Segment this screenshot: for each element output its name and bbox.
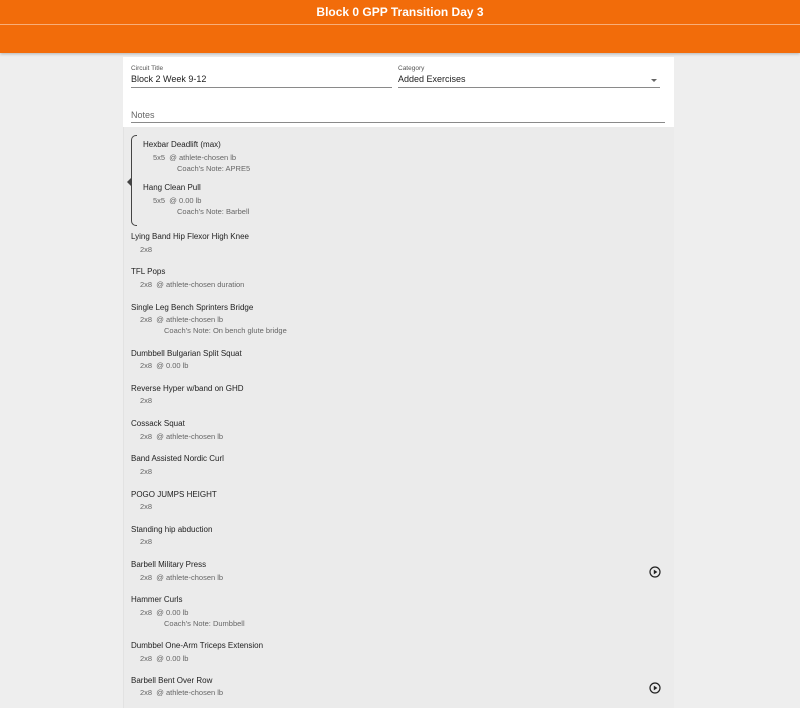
exercise-sets — [140, 502, 152, 511]
exercise-name[interactable]: Reverse Hyper w/band on GHD — [131, 384, 244, 393]
exercise-name[interactable]: Band Assisted Nordic Curl — [131, 454, 224, 463]
exercise-sets — [140, 432, 223, 441]
exercise-sets-reps: 2x8 — [140, 573, 153, 582]
chevron-down-icon[interactable] — [651, 79, 657, 82]
circuit-title-input[interactable]: Block 2 Week 9-12 — [131, 74, 207, 84]
coach-note: Coach's Note: On bench glute bridge — [164, 326, 287, 335]
exercise-name[interactable]: Dumbbel One-Arm Triceps Extension — [131, 641, 264, 650]
coach-note: Coach's Note: Barbell — [177, 207, 250, 216]
exercise-sets — [140, 608, 188, 617]
exercise-load: @ 0.00 lb — [156, 608, 189, 617]
coach-note: Coach's Note: APRE5 — [177, 164, 251, 173]
exercise-load: @ athlete-chosen lb — [169, 153, 237, 162]
exercise-sets-reps: 2x8 — [140, 280, 153, 289]
circuit-title-label: Circuit Title — [131, 65, 164, 72]
exercise-load: @ athlete-chosen lb — [156, 315, 224, 324]
exercise-sets — [140, 396, 152, 405]
exercise-name[interactable]: Standing hip abduction — [131, 525, 213, 534]
exercise-sets-reps: 5x5 — [153, 153, 166, 162]
exercise-load: @ athlete-chosen lb — [156, 432, 224, 441]
exercise-name[interactable]: Hammer Curls — [131, 595, 183, 604]
exercise-sets — [140, 245, 152, 254]
exercise-sets — [140, 688, 223, 697]
exercise-sets-reps: 2x8 — [140, 432, 153, 441]
app-bar-divider — [0, 24, 800, 25]
notes-underline — [131, 122, 665, 123]
exercise-name[interactable]: Single Leg Bench Sprinters Bridge — [131, 303, 254, 312]
exercise-name[interactable]: Barbell Military Press — [131, 560, 207, 569]
exercise-sets — [140, 315, 223, 324]
circuit-form — [123, 57, 674, 127]
exercise-load: @ athlete-chosen lb — [156, 573, 224, 582]
exercise-sets-reps: 2x8 — [140, 467, 153, 476]
exercise-name[interactable]: TFL Pops — [131, 267, 166, 276]
exercise-name[interactable]: Cossack Squat — [131, 419, 185, 428]
exercise-sets — [140, 467, 152, 476]
exercise-sets — [153, 196, 201, 205]
circuit-title-underline — [131, 87, 392, 88]
page-title: Block 0 GPP Transition Day 3 — [316, 5, 484, 19]
notes-input[interactable]: Notes — [131, 110, 155, 120]
exercise-load: @ 0.00 lb — [156, 654, 189, 663]
superset-bracket — [131, 135, 137, 226]
exercise-sets-reps: 2x8 — [140, 502, 153, 511]
app-bar — [0, 0, 800, 53]
exercise-name[interactable]: Dumbbell Bulgarian Split Squat — [131, 349, 242, 358]
exercise-sets-reps: 2x8 — [140, 361, 153, 370]
exercise-load: @ athlete-chosen duration — [156, 280, 245, 289]
category-underline — [398, 87, 660, 88]
play-circle-icon[interactable] — [649, 682, 661, 694]
exercise-name[interactable]: Lying Band Hip Flexor High Knee — [131, 232, 249, 241]
coach-note: Coach's Note: Dumbbell — [164, 619, 245, 628]
exercise-sets — [140, 537, 152, 546]
exercise-load: @ 0.00 lb — [156, 361, 189, 370]
exercise-sets-reps: 2x8 — [140, 654, 153, 663]
exercise-load: @ 0.00 lb — [169, 196, 202, 205]
exercise-sets — [140, 361, 188, 370]
exercise-name[interactable]: Hexbar Deadlift (max) — [143, 140, 221, 149]
exercise-name[interactable]: Barbell Bent Over Row — [131, 676, 213, 685]
exercise-sets-reps: 2x8 — [140, 688, 153, 697]
exercise-sets-reps: 5x5 — [153, 196, 166, 205]
exercise-sets — [140, 573, 223, 582]
superset-bracket-notch — [127, 178, 131, 186]
exercise-sets — [140, 280, 244, 289]
play-circle-icon[interactable] — [649, 566, 661, 578]
exercise-name[interactable]: Hang Clean Pull — [143, 183, 201, 192]
exercise-sets — [153, 153, 236, 162]
exercise-sets-reps: 2x8 — [140, 608, 153, 617]
category-label: Category — [398, 65, 425, 72]
exercise-load: @ athlete-chosen lb — [156, 688, 224, 697]
exercise-sets-reps: 2x8 — [140, 315, 153, 324]
exercise-sets-reps: 2x8 — [140, 396, 153, 405]
exercise-name[interactable]: POGO JUMPS HEIGHT — [131, 490, 217, 499]
exercise-sets-reps: 2x8 — [140, 245, 153, 254]
category-select[interactable]: Added Exercises — [398, 74, 466, 84]
exercise-sets — [140, 654, 188, 663]
exercise-sets-reps: 2x8 — [140, 537, 153, 546]
